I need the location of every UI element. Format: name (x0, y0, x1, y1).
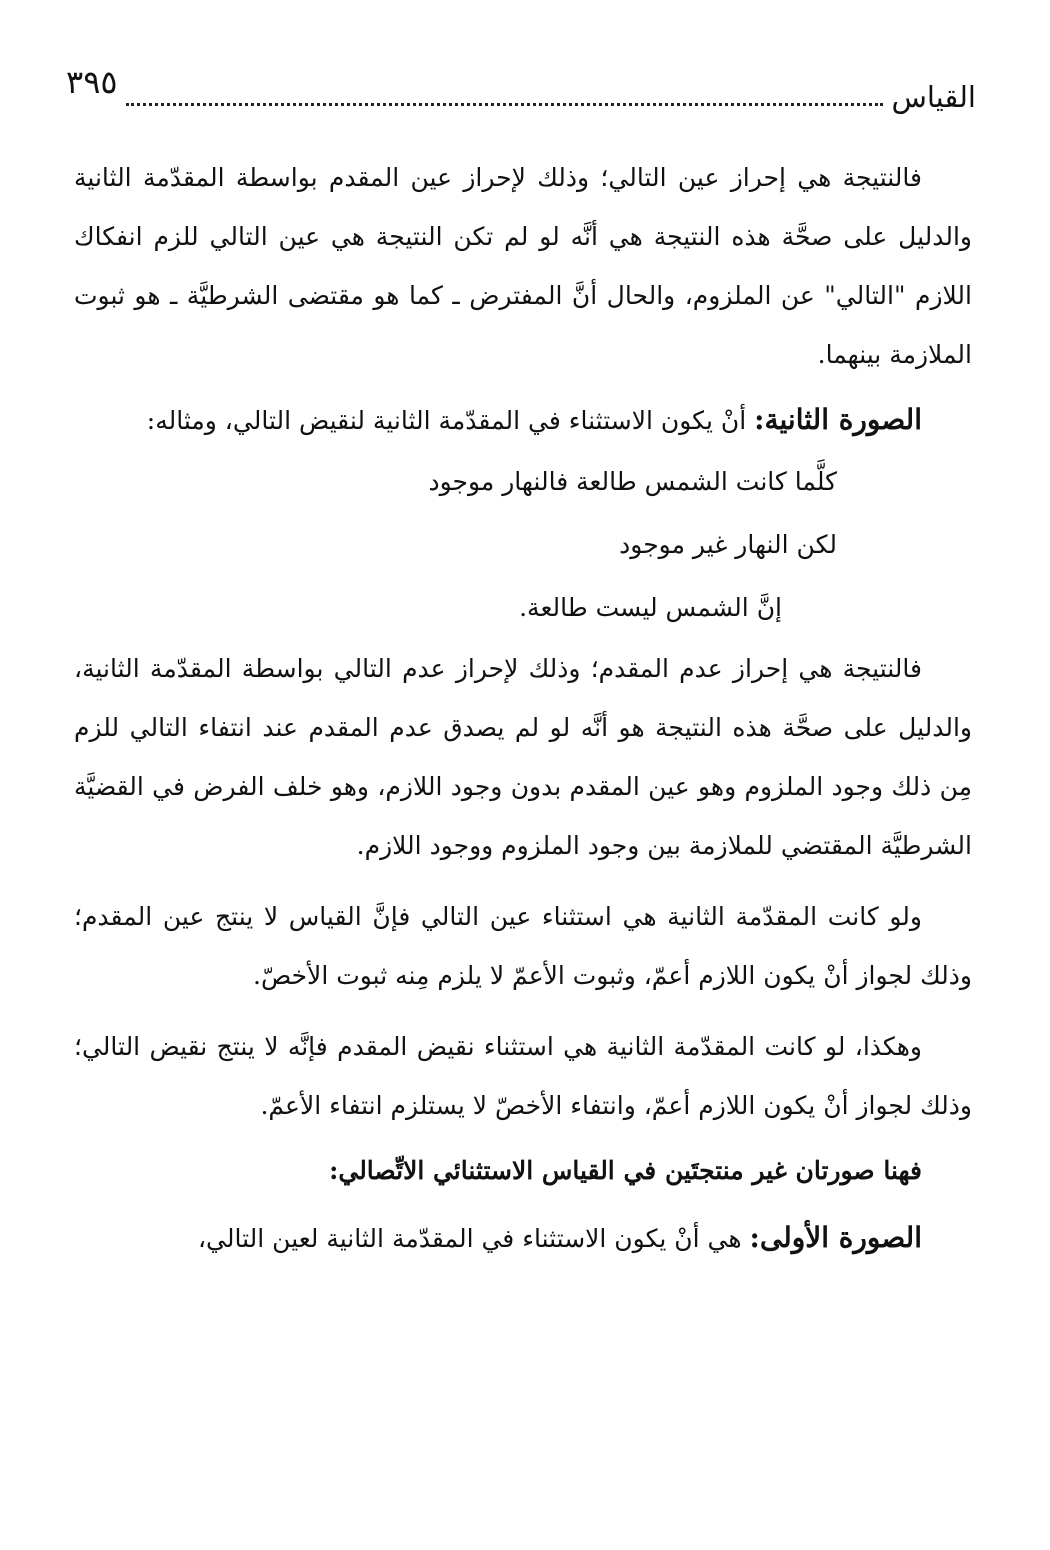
running-title: القياس (891, 80, 976, 114)
paragraph-3: فالنتيجة هي إحراز عدم المقدم؛ وذلك لإحراز عدم التالي بواسطة المقدّمة الثانية، والدليل على صحَّة هذه النتيجة هو أنَّه لو لم يصدق عدم المقدم عند انتفاء التالي للزم مِن ذلك وجود الملزوم وهو عين المقدم بدون وجود اللازم، وهو خلف الفرض في القضيَّة الشرطيَّة المقتضي للملازمة بين وجود الملزوم ووجود اللازم. (74, 654, 972, 860)
section-lead-first-form: الصورة الأولى: (749, 1221, 922, 1254)
leader-dots (126, 103, 884, 106)
example-line-2: لكن النهار غير موجود (619, 530, 837, 559)
paragraph-1: فالنتيجة هي إحراز عين التالي؛ وذلك لإحراز عين المقدم بواسطة المقدّمة الثانية والدليل على صحَّة هذه النتيجة هي أنَّه لو لم تكن النتيجة هي عين التالي للزم انفكاك اللازم "التالي" عن الملزوم، والحال أنَّ المفترض ـ كما هو مقتضى الشرطيَّة ـ هو ثبوت الملازمة بينهما. (74, 163, 972, 369)
page-number: ٣٩٥ (66, 63, 118, 101)
section-lead-second-form: الصورة الثانية: (754, 403, 922, 436)
paragraph-7-text: هي أنْ يكون الاستثناء في المقدّمة الثانية لعين التالي، (197, 1224, 750, 1253)
paragraph-7 (74, 1208, 972, 1268)
paragraph-2 (74, 390, 972, 450)
paragraph-5: وهكذا، لو كانت المقدّمة الثانية هي استثناء نقيض المقدم فإنَّه لا ينتج نقيض التالي؛ وذلك لجواز أنْ يكون اللازم أعمّ، وانتفاء الأخصّ لا يستلزم انتفاء الأعمّ. (74, 1032, 972, 1120)
page-body (74, 148, 972, 1268)
paragraph-2-text: أنْ يكون الاستثناء في المقدّمة الثانية لنقيض التالي، ومثاله: (146, 406, 755, 435)
paragraph-4: ولو كانت المقدّمة الثانية هي استثناء عين التالي فإنَّ القياس لا ينتج عين المقدم؛ وذلك لجواز أنْ يكون اللازم أعمّ، وثبوت الأعمّ لا يلزم مِنه ثبوت الأخصّ. (74, 902, 972, 990)
page-header (66, 62, 976, 112)
example-line-1: كلَّما كانت الشمس طالعة فالنهار موجود (428, 467, 837, 496)
example-block (74, 450, 972, 639)
section-heading-non-productive-forms: فهنا صورتان غير منتجتَين في القياس الاستثنائي الاتِّصالي: (329, 1156, 922, 1185)
example-line-3: إنَّ الشمس ليست طالعة. (519, 593, 782, 622)
